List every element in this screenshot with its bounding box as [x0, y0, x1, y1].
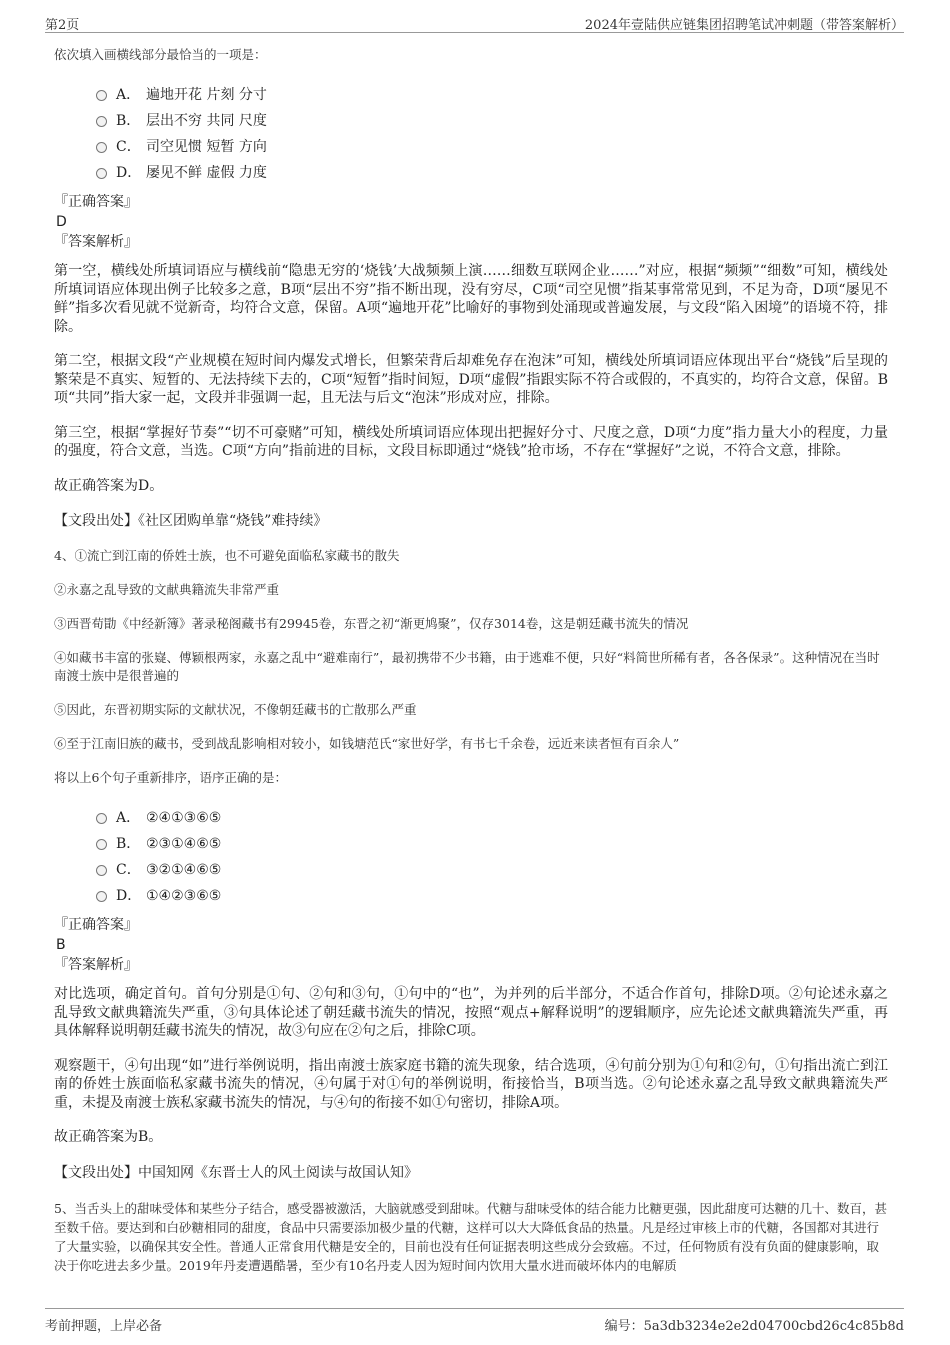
radio-icon[interactable]	[96, 839, 107, 850]
footer-slogan: 考前押题，上岸必备	[45, 1319, 163, 1334]
q4-sentence: ②永嘉之乱导致的文献典籍流失非常严重	[54, 582, 280, 597]
q4-conclusion: 故正确答案为B。	[54, 1129, 163, 1145]
q4-sentence: ⑥至于江南旧族的藏书，受到战乱影响相对较小，如钱塘范氏“家世好学，有书七千余卷，远近来读者恒有百余人”	[54, 736, 680, 751]
q3-answer: D	[56, 214, 67, 230]
q4-option-b[interactable]: B． ②③①④⑥⑤	[96, 831, 888, 857]
page-content	[54, 46, 888, 1275]
q4-option-d[interactable]: D． ①④②③⑥⑤	[96, 883, 888, 909]
q3-analysis-label: 『答案解析』	[54, 234, 138, 250]
radio-icon[interactable]	[96, 90, 107, 101]
q3-prompt: 依次填入画横线部分最恰当的一项是：	[54, 47, 267, 62]
page-header	[45, 12, 904, 33]
radio-icon[interactable]	[96, 813, 107, 824]
q3-analysis-para: 第一空，横线处所填词语应与横线前“隐患无穷的‘烧钱’大战频频上演……细数互联网企业……”对应，根据“频频”“细数”可知，横线处所填词语应体现出例子比较多之意，B项“层出不穷”指不断出现，没有穷尽，C项“司空见惯”指某事常常见到，不足为奇，D项“屡见不鲜”指多次看见就不觉新奇，均符合文意，保留。A项“遍地开花”比喻好的事物到处涌现或普遍发展，与文段“陷入困境”的语境不符，排除。	[54, 263, 888, 335]
q5-stem: 5、当舌头上的甜味受体和某些分子结合，感受器被激活，大脑就感受到甜味。代糖与甜味受体的结合能力比糖更强，因此甜度可达糖的几十、数百，甚至数千倍。要达到和白砂糖相同的甜度，食品中只需要添加极少量的代糖，这样可以大大降低食品的热量。凡是经过审核上市的代糖，各国都对其进行了大量实验，以确保其安全性。普通人正常食用代糖是安全的，目前也没有任何证据表明这些成分会致癌。不过，任何物质有没有负面的健康影响，取决于你吃进去多少量。2019年丹麦遭遇酷暑，至少有10名丹麦人因为短时间内饮用大量水进而破坏体内的电解质	[54, 1200, 887, 1273]
q4-answer-label: 『正确答案』	[54, 917, 138, 933]
radio-icon[interactable]	[96, 891, 107, 902]
page-footer	[45, 1308, 904, 1333]
radio-icon[interactable]	[96, 865, 107, 876]
q4-sentence: 4、①流亡到江南的侨姓士族，也不可避免面临私家藏书的散失	[54, 548, 400, 563]
document-code: 编号：5a3db3234e2e2d04700cbd26c4c85b8d	[604, 1319, 904, 1334]
q3-option-c[interactable]: C． 司空见惯 短暂 方向	[96, 134, 888, 160]
q3-option-b[interactable]: B． 层出不穷 共同 尺度	[96, 108, 888, 134]
q4-prompt: 将以上6个句子重新排序，语序正确的是：	[54, 770, 287, 785]
q4-sentence: ④如藏书丰富的张嶷、傅颖根两家，永嘉之乱中“避难南行”，最初携带不少书籍，由于逃难不便，只好“料简世所稀有者，各各保录”。这种情况在当时南渡士族中是很普遍的	[54, 650, 880, 683]
q3-analysis-para: 第二空，根据文段“产业规模在短时间内爆发式增长，但繁荣背后却难免存在泡沫”可知，横线处所填词语应体现出平台“烧钱”后呈现的繁荣是不真实、短暂的、无法持续下去的，C项“短暂”指时间短，D项“虚假”指跟实际不符合或假的，不真实的，均符合文意，保留。B项“共同”指大家一起，文段并非强调一起，且无法与后文“泡沫”形成对应，排除。	[54, 353, 888, 406]
q4-option-c[interactable]: C． ③②①④⑥⑤	[96, 857, 888, 883]
q3-source: 【文段出处】《社区团购单靠“烧钱”难持续》	[54, 513, 328, 529]
q4-analysis-para: 观察题干，④句出现“如”进行举例说明，指出南渡士族家庭书籍的流失现象，结合选项，④句前分别为①句和②句，①句指出流亡到江南的侨姓士族面临私家藏书流失的情况，④句属于对①句的举例说明，衔接恰当，B项当选。②句论述永嘉之乱导致文献典籍流失严重，未提及南渡士族私家藏书流失的情况，与④句的衔接不如①句密切，排除A项。	[54, 1057, 888, 1111]
q4-analysis-label: 『答案解析』	[54, 957, 138, 973]
document-title: 2024年壹陆供应链集团招聘笔试冲刺题（带答案解析）	[584, 18, 904, 33]
q4-sentence: ③西晋荀勖《中经新簿》著录秘阁藏书有29945卷，东晋之初“渐更鸠聚”，仅存3014卷，这是朝廷藏书流失的情况	[54, 616, 689, 631]
q3-conclusion: 故正确答案为D。	[54, 477, 164, 494]
radio-icon[interactable]	[96, 116, 107, 127]
radio-icon[interactable]	[96, 168, 107, 179]
q3-options	[96, 82, 888, 186]
q4-option-a[interactable]: A． ②④①③⑥⑤	[96, 805, 888, 831]
q3-answer-label: 『正确答案』	[54, 194, 138, 210]
q4-options	[96, 805, 888, 909]
radio-icon[interactable]	[96, 142, 107, 153]
q4-sentence: ⑤因此，东晋初期实际的文献状况，不像朝廷藏书的亡散那么严重	[54, 702, 417, 717]
q4-analysis-para: 对比选项，确定首句。首句分别是①句、②句和③句，①句中的“也”，为并列的后半部分，不适合作首句，排除D项。②句论述永嘉之乱导致文献典籍流失严重，③句具体论述了朝廷藏书流失的情况，按照“观点+解释说明”的逻辑顺序，应先论述文献典籍流失严重，再具体解释说明朝廷藏书流失的情况，故③句应在②句之后，排除C项。	[54, 986, 888, 1039]
q3-option-d[interactable]: D． 屡见不鲜 虚假 力度	[96, 160, 888, 186]
q4-answer: B	[56, 937, 66, 953]
q4-source: 【文段出处】中国知网《东晋士人的风土阅读与故国认知》	[54, 1164, 418, 1181]
q3-analysis-para: 第三空，根据“掌握好节奏”“切不可豪赌”可知，横线处所填词语应体现出把握好分寸、尺度之意，D项“力度”指力量大小的程度，力量的强度，符合文意，当选。C项“方向”指前进的目标，文段目标即通过“烧钱”抢市场，不存在“掌握好”之说，不符合文意，排除。	[54, 424, 888, 459]
page-number: 第2页	[45, 18, 80, 33]
q3-option-a[interactable]: A． 遍地开花 片刻 分寸	[96, 82, 888, 108]
